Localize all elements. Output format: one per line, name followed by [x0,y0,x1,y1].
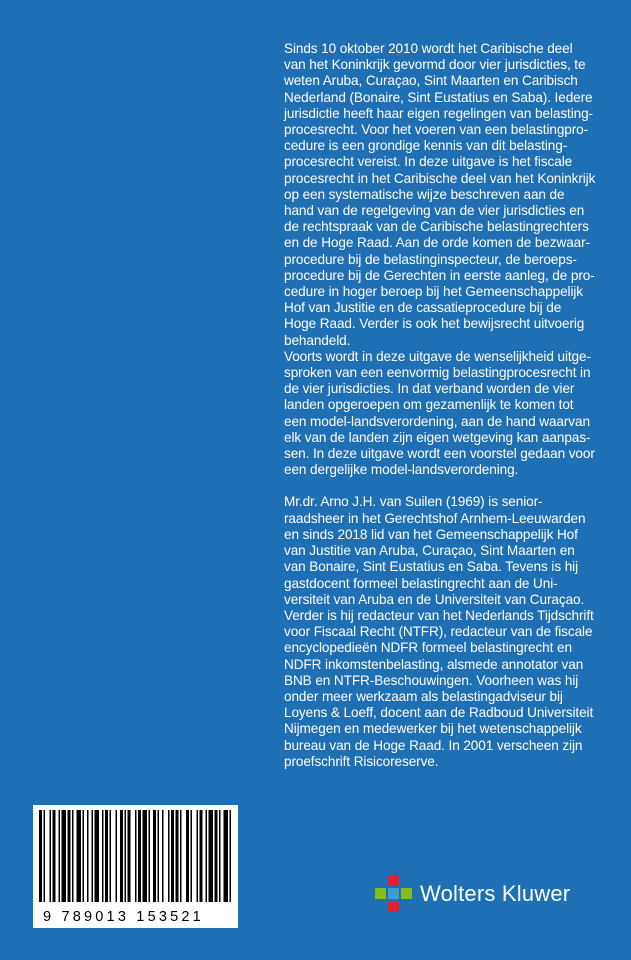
barcode-bar [224,810,229,902]
barcode-bar [162,810,164,902]
publisher-logo [374,874,614,914]
barcode-bar [191,810,193,902]
barcode-bar [149,810,151,902]
barcode-bar [72,810,74,902]
barcode-bar [200,810,203,902]
barcode-bar [143,810,148,902]
barcode-bar [50,810,52,902]
barcode-bar [44,810,46,902]
barcode-bar [171,810,174,902]
barcode-bar [215,810,218,902]
barcode-bar [92,810,94,902]
barcode-bar [110,810,112,902]
barcode-bar [168,810,170,902]
barcode-bar [186,810,189,902]
barcode-bar [95,810,100,902]
barcode-bar [77,810,82,902]
barcode-bar [59,810,61,902]
barcode-bar [135,810,137,902]
barcode-bar [209,810,214,902]
barcode-bar [206,810,208,902]
barcode-bar [116,810,118,902]
barcode-bar [53,810,56,902]
barcode-bar [219,810,221,902]
barcode-bar [87,810,89,902]
barcode-bar [180,810,182,902]
barcode-bar [230,810,232,902]
barcode-bar [138,810,141,902]
barcode-bar [83,810,85,902]
barcode-bar [153,810,156,902]
barcode-bar [125,810,127,902]
summary-paragraph-2: Voorts wordt in deze uitgave de wenselijkheid uitge- sproken van een eenvormig belastingprocesrecht in de vier jurisdicties. In dat verband worden de vier landen opgeroepen om gezamenlijk te komen tot een model-landsverordening, aan de hand waarvan elk van de landen zijn eigen wetgeving kan aanpas- sen. In deze uitgave wordt een voorstel gedaan voor een dergelijke model-landsverordening. [284,348,595,478]
barcode-bar [68,810,71,902]
author-bio: Mr.dr. Arno J.H. van Suilen (1969) is senior- raadsheer in het Gerechtshof Arnhem-Leeuwarden en sinds 2018 lid van het Gemeenschappelijk Hof van Justitie van Aruba, Curaçao, Sint Maarten en van Bonaire, Sint Eustatius en Saba. Tevens is hij gastdocent formeel belastingrecht aan de Uni- versiteit van Aruba en de Universiteit van Curaçao. Verder is hij redacteur van het Nederlands Tijdschrift voor Fiscaal Recht (NTFR), redacteur van de fiscale encyclopedieën NDFR formeel belastingrecht en NDFR inkomstenbelasting, alsmede annotator van BNB en NTFR-Beschouwingen. Voorheen was hij onder meer werkzaam als belastingadviseur bij Loyens & Loeff, docent aan de Radboud Universiteit Nijmegen en medewerker bij het wetenschappelijk bureau van de Hoge Raad. In 2001 verscheen zijn proefschrift Risicoreserve. [284,494,594,769]
isbn-number: 9 789013 153521 [43,909,204,925]
barcode-bars [39,810,232,902]
barcode-bar [158,810,160,902]
barcode-bar [39,810,42,902]
barcode-bar [105,810,108,902]
barcode-bar [102,810,104,902]
barcode-bar [197,810,199,902]
isbn-barcode [33,805,238,928]
barcode-bar [120,810,123,902]
barcode-bar [176,810,179,902]
back-cover-blurb [284,41,619,770]
publisher-name: Wolters Kluwer [420,881,571,906]
summary-paragraph-1: Sinds 10 oktober 2010 wordt het Caribische deel van het Koninkrijk gevormd door vier jurisdicties, te weten Aruba, Curaçao, Sint Maarten en Caribisch Nederland (Bonaire, Sint Eustatius en Saba). Iedere jurisdictie heeft haar eigen regelingen van belasting- procesrecht. Voor het voeren van een belastingpro- cedure is een grondige kennis van dit belasting- procesrecht vereist. In deze uitgave is het fiscale procesrecht in het Caribische deel van het Koninkrijk op een systematische wijze beschreven aan de hand van de regelgeving van de vier jurisdicties en de rechtspraak van de Caribische belastingrechters en de Hoge Raad. Aan de orde komen de bezwaar- procedure bij de belastinginspecteur, de beroeps- procedure bij de Gerechten in eerste aanleg, de pro- cedure in hoger beroep bij het Gemeenschappelijk Hof van Justitie en de cassatieprocedure bij de Hoge Raad. Verder is ook het bewijsrecht uitvoerig behandeld. [284,41,596,348]
barcode-bar [62,810,67,902]
barcode-bar [128,810,131,902]
wolters-kluwer-logo-icon [374,874,414,914]
